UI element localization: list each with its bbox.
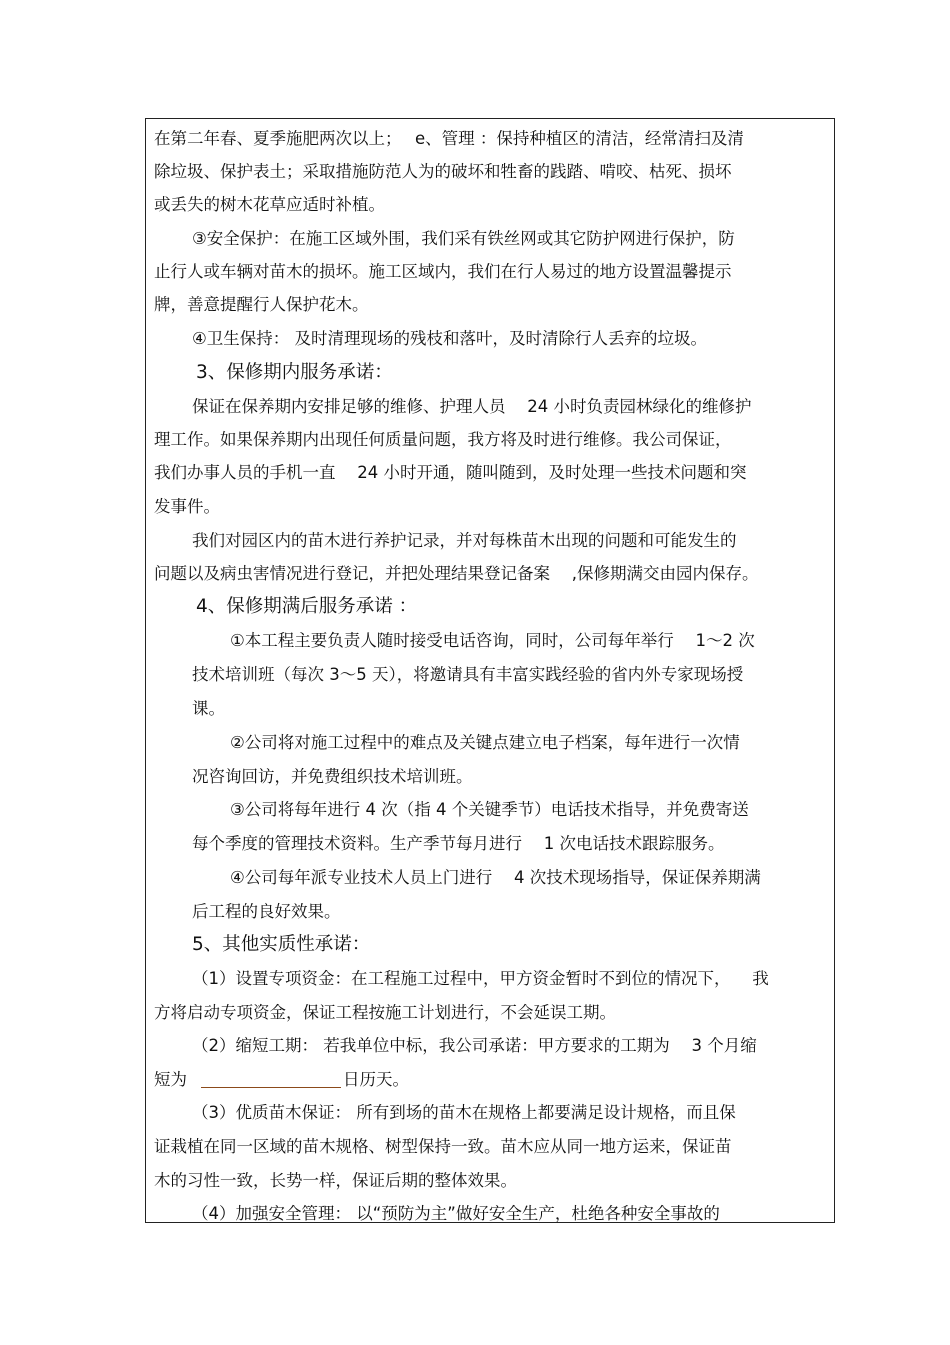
text-line: 我们对园区内的苗木进行养护记录，并对每株苗木出现的问题和可能发生的 [192,531,737,550]
text-line: 方将启动专项资金，保证工程按施工计划进行，不会延误工期。 [154,1003,616,1022]
text-line: 后工程的良好效果。 [192,902,341,921]
text-line: 牌，善意提醒行人保护花木。 [154,295,369,314]
text-line: 理工作。如果保养期内出现任何质量问题，我方将及时进行维修。我公司保证， [154,430,732,449]
days-unit: 日历天。 [343,1070,409,1089]
text-line: 问题以及病虫害情况进行登记，并把处理结果登记备案 ,保修期满交由园内保存。 [154,564,759,583]
text-line: 技术培训班（每次 3～5 天），将邀请具有丰富实践经验的省内外专家现场授 [192,665,744,684]
shorten-label: 短为 [154,1070,187,1089]
text-line: 发事件。 [154,497,220,516]
text-line: （3）优质苗木保证： 所有到场的苗木在规格上都要满足设计规格，而且保 [192,1103,736,1122]
text-line: 止行人或车辆对苗木的损坏。施工区域内，我们在行人易过的地方设置温馨提示 [154,262,732,281]
text-line: 况咨询回访，并免费组织技术培训班。 [192,767,473,786]
text-line: ④卫生保持： 及时清理现场的残枝和落叶，及时清除行人丢弃的垃圾。 [192,329,708,348]
days-blank-field [201,1069,341,1088]
section-heading-4: 4、保修期满后服务承诺 ： [196,596,418,617]
text-line: ③安全保护：在施工区域外围，我们采有铁丝网或其它防护网进行保护，防 [192,229,735,248]
text-line: （2）缩短工期： 若我单位中标，我公司承诺：甲方要求的工期为 3 个月缩 [192,1036,757,1055]
text-line: （4）加强安全管理： 以“预防为主”做好安全生产，杜绝各种安全事故的 [192,1204,720,1223]
text-line: ③公司将每年进行 4 次（指 4 个关键季节）电话技术指导，并免费寄送 [230,800,749,819]
section-heading-3: 3、保修期内服务承诺： [196,362,393,383]
section-heading-5: 5、其他实质性承诺： [192,934,371,955]
text-line: ④公司每年派专业技术人员上门进行 4 次技术现场指导，保证保养期满 [230,868,761,887]
text-line: 保证在保养期内安排足够的维修、护理人员 24 小时负责园林绿化的维修护 [192,397,752,416]
document-frame [145,118,835,1223]
text-line: 在第二年春、夏季施肥两次以上； e、管理 ：保持种植区的清洁，经常清扫及清 [154,129,744,148]
text-line: （1）设置专项资金：在工程施工过程中，甲方资金暂时不到位的情况下， 我 [192,969,769,988]
text-line [154,1065,409,1095]
text-line: ②公司将对施工过程中的难点及关键点建立电子档案，每年进行一次情 [230,733,740,752]
text-line: 木的习性一致，长势一样，保证后期的整体效果。 [154,1171,517,1190]
text-line: 证栽植在同一区域的苗木规格、树型保持一致。苗木应从同一地方运来，保证苗 [154,1137,732,1156]
text-line: 除垃圾、保护表土；采取措施防范人为的破坏和牲畜的践踏、啃咬、枯死、损坏 [154,162,732,181]
text-line: 我们办事人员的手机一直 24 小时开通，随叫随到，及时处理一些技术问题和突 [154,463,747,482]
text-line: 课。 [192,699,225,718]
text-line: ①本工程主要负责人随时接受电话咨询，同时，公司每年举行 1～2 次 [230,631,755,650]
text-line: 或丢失的树木花草应适时补植。 [154,195,385,214]
text-line: 每个季度的管理技术资料。生产季节每月进行 1 次电话技术跟踪服务。 [192,834,725,853]
